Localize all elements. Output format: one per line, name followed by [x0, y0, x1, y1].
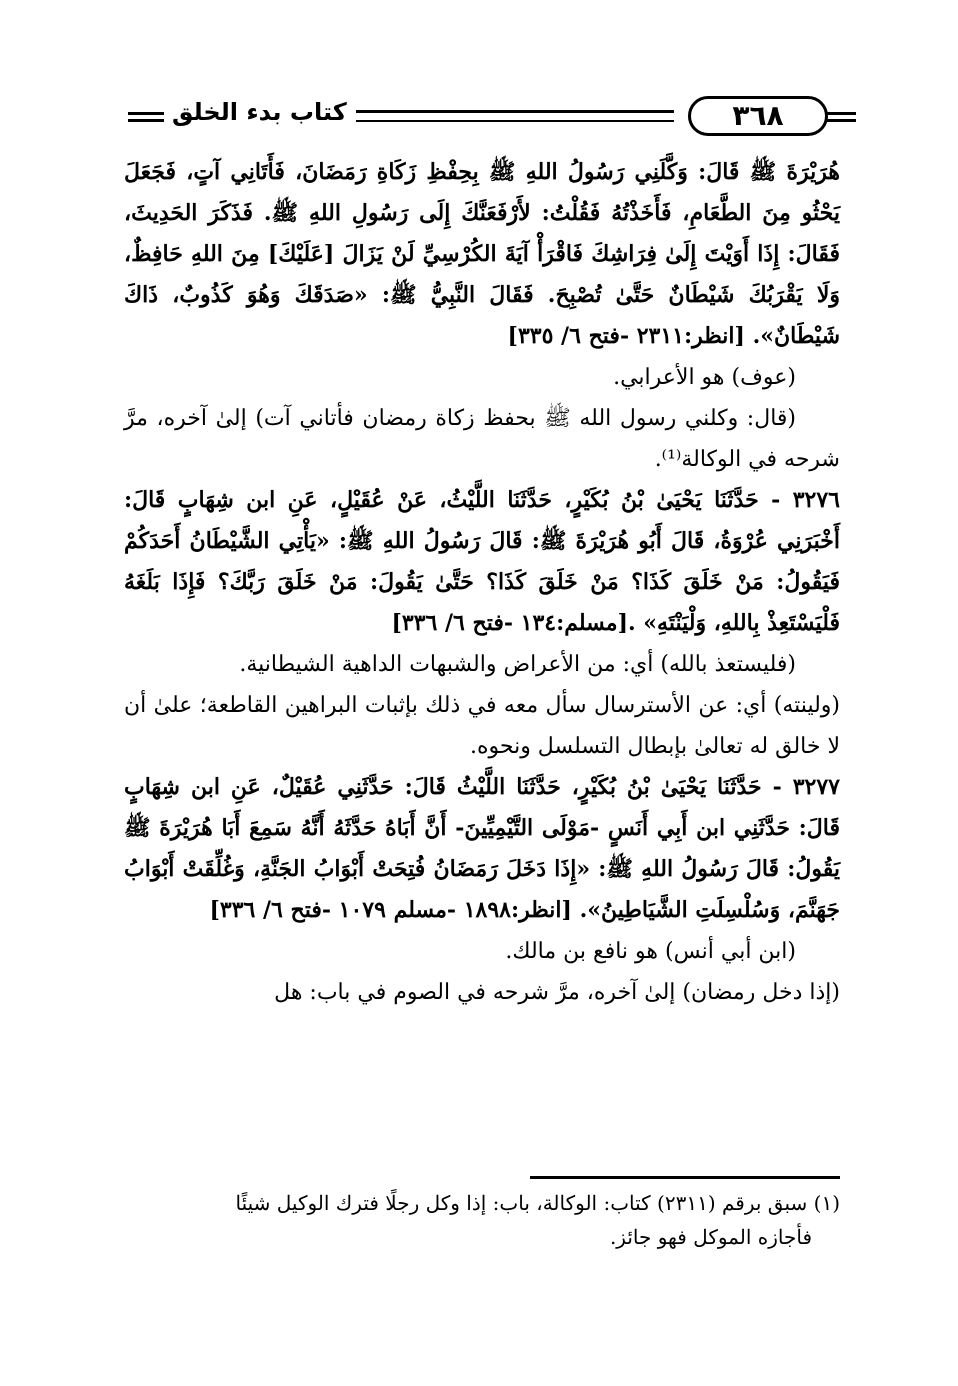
footnote-line: فأجازه الموكل فهو جائز. — [609, 1225, 812, 1249]
commentary-paragraph: (ابن أبي أنس) هو نافع بن مالك. — [505, 939, 796, 964]
book-title: كتاب بدء الخلق — [172, 98, 347, 126]
commentary-paragraph: (عوف) هو الأعرابي. — [613, 365, 796, 390]
hadith-continuation: هُرَيْرَةَ ﷺ قَالَ: وَكَّلَنِي رَسُولُ اللهِ ﷺ بِحِفْظِ زَكَاةِ رَمَضَانَ، فَأَتَانِي آتٍ، فَجَعَلَ يَحْثُو مِنَ الطَّعَامِ، فَأَخَذْتُهُ فَقُلْتُ: لأَرْفَعَنَّكَ إِلَى رَسُولِ اللهِ ﷺ. فَذَكَرَ الحَدِيثَ، فَقَالَ: إِذَا أَوَيْتَ إِلَىٰ فِرَاشِكَ فَاقْرَأْ آيَةَ الكُرْسِيِّ لَنْ يَزَالَ [عَلَيْكَ] مِنَ اللهِ حَافِظٌ، وَلَا يَقْرَبُكَ شَيْطَانٌ حَتَّىٰ تُصْبِحَ. فَقَالَ النَّبِيُّ ﷺ: «صَدَقَكَ وَهُوَ كَذُوبٌ، ذَاكَ شَيْطَانٌ». [انظر:٢٣١١ -فتح ٦/ ٣٣٥] — [124, 159, 840, 349]
footnote — [124, 1186, 840, 1254]
commentary-paragraph: (إذا دخل رمضان) إلىٰ آخره، مرَّ شرحه في الصوم في باب: هل — [274, 980, 840, 1005]
footnote-divider — [530, 1176, 840, 1179]
footnote-line: (١) سبق برقم (٢٣١١) كتاب: الوكالة، باب: إذا وكل رجلًا فترك الوكيل شيئًا — [235, 1191, 840, 1215]
page-header — [120, 96, 840, 140]
header-rule — [356, 110, 674, 122]
hadith-3277: ٣٢٧٧ - حَدَّثَنَا يَحْيَىٰ بْنُ بُكَيْرٍ، حَدَّثَنَا اللَّيْثُ قَالَ: حَدَّثَنِي عُقَيْلٌ، عَنِ ابن شِهَابٍ قَالَ: حَدَّثَنِي ابن أَبِي أَنَسٍ -مَوْلَى التَّيْمِيِّينَ- أَنَّ أَبَاهُ حَدَّثَهُ أَنَّهُ سَمِعَ أَبَا هُرَيْرَةَ ﷺ يَقُولُ: قَالَ رَسُولُ اللهِ ﷺ: «إِذَا دَخَلَ رَمَضَانُ فُتِحَتْ أَبْوَابُ الجَنَّةِ، وَغُلِّقَتْ أَبْوَابُ جَهَنَّمَ، وَسُلْسِلَتِ الشَّيَاطِينُ». [انظر:١٨٩٨ -مسلم ١٠٧٩ -فتح ٦/ ٣٣٦] — [124, 774, 840, 923]
hadith-3276: ٣٢٧٦ - حَدَّثَنَا يَحْيَىٰ بْنُ بُكَيْرٍ، حَدَّثَنَا اللَّيْثُ، عَنْ عُقَيْلٍ، عَنِ ابن شِهَابٍ قَالَ: أَخْبَرَنِي عُرْوَةُ، قَالَ أَبُو هُرَيْرَةَ ﷺ: قَالَ رَسُولُ اللهِ ﷺ: «يَأْتِي الشَّيْطَانُ أَحَدَكُمْ فَيَقُولُ: مَنْ خَلَقَ كَذَا؟ مَنْ خَلَقَ كَذَا؟ حَتَّىٰ يَقُولَ: مَنْ خَلَقَ رَبَّكَ؟ فَإِذَا بَلَغَهُ فَلْيَسْتَعِذْ بِاللهِ، وَلْيَنْتَهِ» .[مسلم:١٣٤ -فتح ٦/ ٣٣٦] — [124, 487, 840, 636]
commentary-paragraph: (ولينته) أي: عن الأسترسال سأل معه في ذلك بإثبات البراهين القاطعة؛ علىٰ أن لا خالق له تعالىٰ بإبطال التسلسل ونحوه. — [124, 693, 840, 759]
commentary-paragraph: (فليستعذ بالله) أي: من الأعراض والشبهات الداهية الشيطانية. — [239, 652, 796, 677]
page-number: ٣٦٨ — [688, 96, 828, 136]
main-text — [124, 152, 840, 1013]
header-ornament-left — [128, 112, 164, 122]
commentary-paragraph: (قال: وكلني رسول الله ﷺ بحفظ زكاة رمضان فأتاني آت) إلىٰ آخره، مرَّ شرحه في الوكالة⁽¹⁾. — [124, 406, 840, 472]
header-ornament-right — [826, 112, 856, 122]
